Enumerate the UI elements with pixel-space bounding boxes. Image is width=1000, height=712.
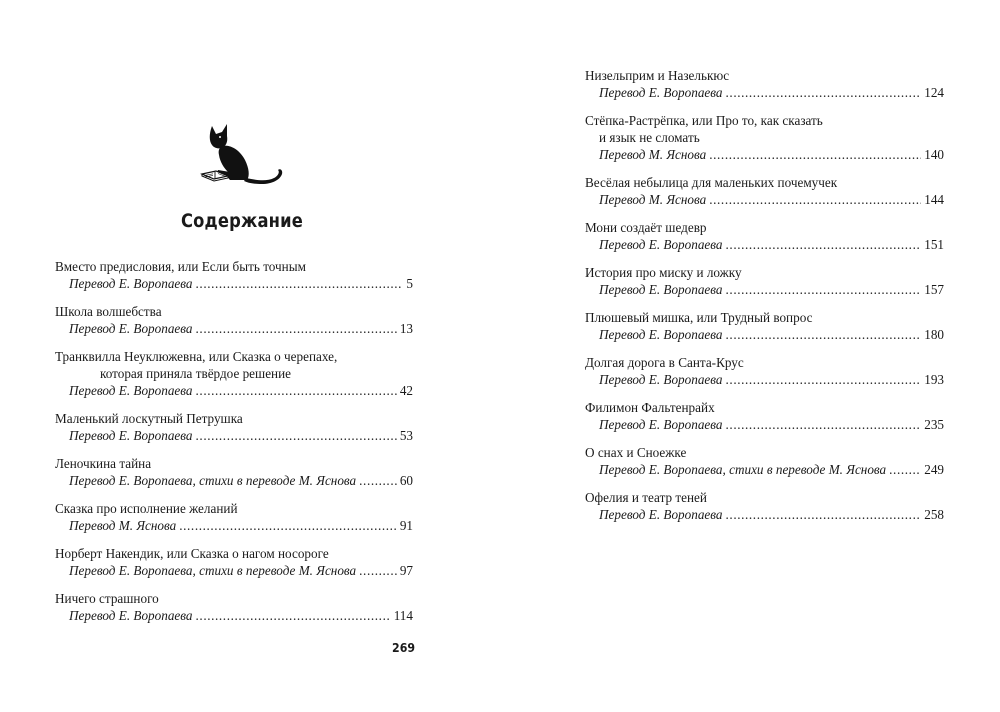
toc-entry-page: 13 — [399, 321, 413, 336]
toc-entry-page: 60 — [399, 473, 413, 488]
toc-entry-page: 144 — [924, 192, 944, 207]
toc-entry-credit: Перевод Е. Воропаева — [69, 608, 193, 623]
toc-entry — [585, 219, 944, 264]
toc-entry-page: 235 — [924, 417, 944, 432]
right-page — [500, 0, 1000, 712]
toc-entry-credit: Перевод Е. Воропаева, стихи в переводе М. Яснова — [599, 462, 887, 477]
dot-leader — [359, 562, 397, 579]
toc-entry-credit: Перевод Е. Воропаева — [69, 383, 193, 398]
toc-entry-credit: Перевод Е. Воропаева — [599, 327, 723, 342]
toc-entry-credit: Перевод М. Яснова — [599, 147, 707, 162]
toc-list-right — [585, 67, 944, 534]
toc-entry-page: 157 — [924, 282, 944, 297]
toc-entry — [585, 112, 944, 174]
dot-leader — [726, 371, 922, 388]
toc-entry-credit: Перевод М. Яснова — [599, 192, 707, 207]
toc-entry — [585, 174, 944, 219]
toc-entry-title: Мони создаёт шедевр — [585, 220, 707, 235]
toc-entry-page: 42 — [399, 383, 413, 398]
toc-entry-line — [55, 427, 413, 444]
toc-entry-title: Маленький лоскутный Петрушка — [55, 411, 243, 426]
toc-entry-page: 193 — [924, 372, 944, 387]
toc-entry — [55, 410, 413, 455]
toc-entry-title: Филимон Фальтенрайх — [585, 400, 715, 415]
toc-entry — [585, 264, 944, 309]
toc-entry — [55, 303, 413, 348]
toc-entry — [585, 354, 944, 399]
toc-entry-title: Весёлая небылица для маленьких почемучек — [585, 175, 838, 190]
toc-entry-line — [55, 382, 413, 399]
toc-entry-title: Леночкина тайна — [55, 456, 152, 471]
toc-entry — [585, 444, 944, 489]
dot-leader — [359, 472, 397, 489]
toc-entry-page: 53 — [399, 428, 413, 443]
toc-entry-page: 258 — [924, 507, 944, 522]
toc-entry-page: 124 — [924, 85, 944, 100]
dot-leader — [726, 281, 922, 298]
toc-entry-line — [55, 275, 413, 292]
toc-entry-credit: Перевод Е. Воропаева, стихи в переводе М. Яснова — [69, 473, 357, 488]
toc-entry-title: Сказка про исполнение желаний — [55, 501, 238, 516]
toc-entry-page: 114 — [393, 608, 413, 623]
toc-entry-credit: Перевод Е. Воропаева — [599, 282, 723, 297]
toc-entry-title: Норберт Накендик, или Сказка о нагом носороге — [55, 546, 329, 561]
toc-entry — [585, 399, 944, 444]
dot-leader — [726, 236, 922, 253]
dot-leader — [179, 517, 397, 534]
toc-list-left — [55, 258, 413, 635]
toc-entry-credit: Перевод Е. Воропаева — [599, 372, 723, 387]
toc-entry — [585, 489, 944, 534]
toc-entry — [55, 258, 413, 303]
page-title: Содержание — [180, 210, 304, 232]
dot-leader — [196, 382, 397, 399]
toc-entry-page: 140 — [924, 147, 944, 162]
toc-entry-title: История про миску и ложку — [585, 265, 742, 280]
toc-entry-title-line2: и язык не сломать — [599, 130, 700, 145]
toc-entry-credit: Перевод Е. Воропаева — [599, 85, 723, 100]
toc-entry-title: Низельприм и Назелькюс — [585, 68, 730, 83]
toc-entry-title-line1: Стёпка-Растрёпка, или Про то, как сказать — [585, 113, 823, 128]
toc-entry — [55, 590, 413, 635]
toc-entry-title-line2: которая приняла твёрдое решение — [100, 366, 292, 381]
toc-entry-credit: Перевод Е. Воропаева — [69, 321, 193, 336]
page-number: 269 — [392, 640, 415, 655]
dot-leader — [196, 275, 404, 292]
toc-entry-line — [585, 416, 944, 433]
toc-entry — [55, 348, 413, 410]
toc-entry-line — [585, 326, 944, 343]
toc-entry-line — [585, 84, 944, 101]
toc-entry — [55, 455, 413, 500]
toc-entry-title: Плюшевый мишка, или Трудный вопрос — [585, 310, 813, 325]
dot-leader — [726, 506, 922, 523]
toc-entry-title: Ничего страшного — [55, 591, 159, 606]
toc-entry-credit: Перевод Е. Воропаева — [599, 507, 723, 522]
toc-entry-line — [585, 191, 944, 208]
dot-leader — [726, 84, 922, 101]
toc-entry — [55, 500, 413, 545]
toc-entry-title: Офелия и театр теней — [585, 490, 707, 505]
toc-entry — [585, 309, 944, 354]
toc-entry-page: 97 — [399, 563, 413, 578]
dot-leader — [726, 416, 922, 433]
toc-entry — [55, 545, 413, 590]
dot-leader — [196, 427, 397, 444]
toc-entry-line — [585, 461, 944, 478]
toc-entry-credit: Перевод Е. Воропаева — [599, 417, 723, 432]
toc-entry-title: Вместо предисловия, или Если быть точным — [55, 259, 306, 274]
toc-entry-line — [585, 281, 944, 298]
toc-entry-page: 91 — [399, 518, 413, 533]
toc-entry-page: 5 — [406, 276, 413, 291]
toc-entry-credit: Перевод Е. Воропаева — [69, 276, 193, 291]
toc-entry-line — [585, 146, 944, 163]
toc-entry-title: Долгая дорога в Санта-Крус — [585, 355, 744, 370]
dot-leader — [889, 461, 921, 478]
dot-leader — [196, 320, 397, 337]
toc-entry-credit: Перевод Е. Воропаева, стихи в переводе М. Яснова — [69, 563, 357, 578]
toc-entry-line — [55, 472, 413, 489]
toc-entry-line — [585, 236, 944, 253]
toc-entry-line — [585, 506, 944, 523]
dot-leader — [196, 607, 391, 624]
toc-entry-page: 249 — [924, 462, 944, 477]
dot-leader — [709, 146, 921, 163]
toc-entry-title — [585, 112, 944, 146]
toc-entry-title-line1: Транквилла Неуклюжевна, или Сказка о черепахе, — [55, 349, 338, 364]
dot-leader — [709, 191, 921, 208]
cat-reading-book-icon — [200, 118, 284, 186]
toc-entry-credit: Перевод Е. Воропаева — [599, 237, 723, 252]
toc-entry-line — [585, 371, 944, 388]
toc-entry-line — [55, 562, 413, 579]
toc-entry-credit: Перевод М. Яснова — [69, 518, 177, 533]
toc-entry-title — [55, 348, 413, 382]
toc-entry-title: О снах и Сноежке — [585, 445, 687, 460]
toc-entry — [585, 67, 944, 112]
toc-entry-line — [55, 607, 413, 624]
toc-entry-page: 180 — [924, 327, 944, 342]
toc-entry-page: 151 — [924, 237, 944, 252]
toc-entry-line — [55, 320, 413, 337]
toc-entry-credit: Перевод Е. Воропаева — [69, 428, 193, 443]
dot-leader — [726, 326, 922, 343]
toc-entry-title: Школа волшебства — [55, 304, 162, 319]
toc-entry-line — [55, 517, 413, 534]
